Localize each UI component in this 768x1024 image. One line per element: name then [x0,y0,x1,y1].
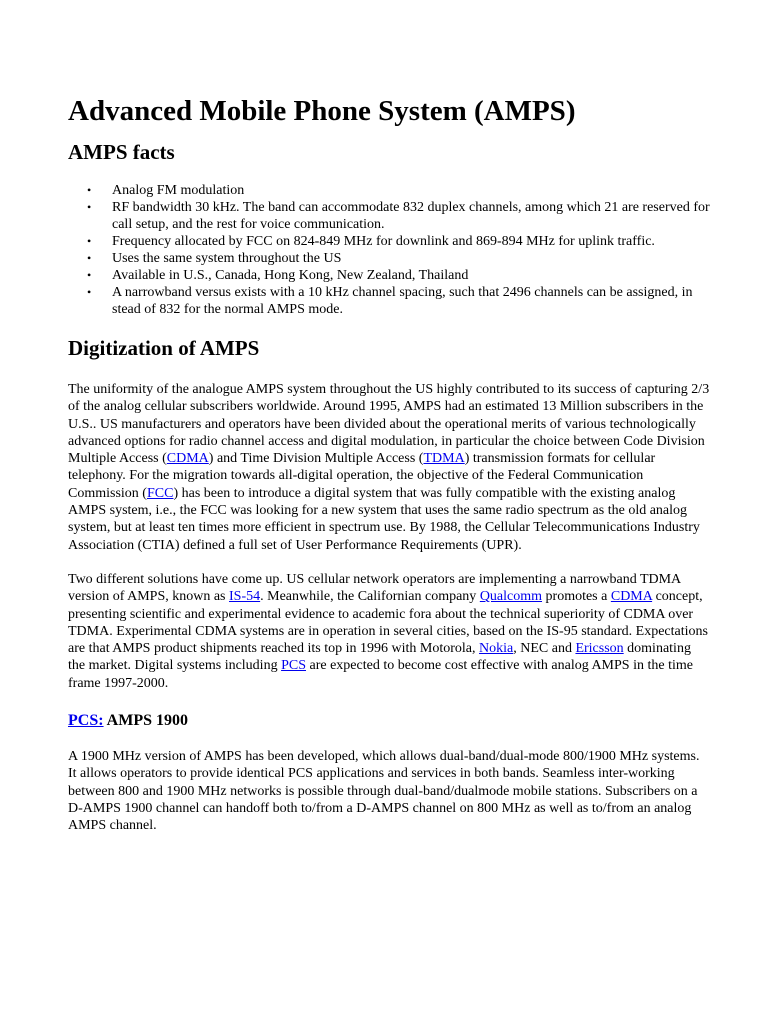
link-cdma[interactable]: CDMA [166,451,209,467]
paragraph-text: , NEC and [513,641,576,657]
link-ericsson[interactable]: Ericsson [575,641,624,657]
bullet-icon: • [87,285,92,299]
facts-heading: AMPS facts [68,140,175,164]
list-item [87,267,711,284]
paragraph-text: ) transmission formats for cellular telephony. For the migration towards all-digital operation, the objective of the Federal Communication Commission ( [68,451,656,501]
link-tdma[interactable]: TDMA [423,451,465,467]
paragraph-text: concept, presenting scientific and experimental evidence to academic fora about the technical superiority of CDMA over TDMA. Experimental CDMA systems are in operation in several cities, based on the IS-95 standard. Expectations are that AMPS product shipments reached its top in 1996 with Motorola, [68,589,708,657]
bullet-icon: • [87,234,92,248]
list-item-text: Uses the same system throughout the US [112,251,342,266]
paragraph-text: ) and Time Division Multiple Access ( [208,451,424,467]
paragraph-text: Two different solutions have come up. US cellular network operators are implementing a narrowband TDMA version of AMPS, known as [68,571,681,605]
list-item-text: Analog FM modulation [112,183,245,198]
list-item-text: A narrowband versus exists with a 10 kHz channel spacing, such that 2496 channels can be assigned, in stead of 832 for the normal AMPS mode. [112,285,693,317]
link-pcs[interactable]: PCS [281,658,306,674]
bullet-icon: • [87,200,92,214]
bullet-icon: • [87,183,92,197]
list-item [87,199,711,233]
facts-list [68,182,711,318]
pcs-heading [68,711,711,731]
paragraph-text: The uniformity of the analogue AMPS system throughout the US highly contributed to its success of capturing 2/3 of the analog cellular subscribers worldwide. Around 1995, AMPS had an estimated 13 Million subscribers in the U.S.. US manufacturers and operators have been divided about the operational merits of various technologically advanced options for radio channel access and digital modulation, in particular the choice between Code Division Multiple Access ( [68,382,710,467]
link-nokia[interactable]: Nokia [479,641,514,657]
link-fcc[interactable]: FCC [146,485,174,501]
link-qualcomm[interactable]: Qualcomm [479,589,543,605]
paragraph-amps-1900: A 1900 MHz version of AMPS has been developed, which allows dual-band/dual-mode 800/1900 MHz systems. It allows operators to provide identical PCS applications and services in both bands. Seamless inter-working between 800 and 1900 MHz networks is possible through dual-band/dualmode mobile stations. Subscribers on a D-AMPS 1900 channel can handoff both to/from a D-AMPS channel on 800 MHz as well as to/from an analog AMPS channel. [68,749,700,834]
list-item [87,182,711,199]
bullet-icon: • [87,268,92,282]
link-cdma-2[interactable]: CDMA [610,589,653,605]
list-item [87,233,711,250]
list-item [87,250,711,267]
digitization-heading: Digitization of AMPS [68,336,260,360]
list-item-text: Available in U.S., Canada, Hong Kong, New Zealand, Thailand [112,268,469,283]
list-item [87,284,711,318]
paragraph-digitization [68,381,711,554]
paragraph-text: ) has been to introduce a digital system that was fully compatible with the existing analog AMPS system, i.e., the FCC was looking for a new system that uses the same radio spectrum as the old analog system, but at least ten times more efficient in spectrum use. By 1988, the Cellular Telecommunications Industry Association (CTIA) defined a full set of User Performance Requirements (UPR). [68,485,700,553]
link-is54[interactable]: IS-54 [229,589,261,605]
list-item-text: Frequency allocated by FCC on 824-849 MHz for downlink and 869-894 MHz for uplink traffic. [112,234,655,249]
paragraph-solutions [68,571,711,692]
paragraph-text: . Meanwhile, the Californian company [260,589,480,605]
paragraph-text: dominating the market. Digital systems including [68,641,691,674]
page-title: Advanced Mobile Phone System (AMPS) [68,95,576,127]
pcs-heading-text: AMPS 1900 [103,712,189,730]
bullet-icon: • [87,251,92,265]
paragraph-text: promotes a [542,589,611,605]
link-pcs-heading[interactable]: PCS: [68,712,104,730]
list-item-text: RF bandwidth 30 kHz. The band can accommodate 832 duplex channels, among which 21 are reserved for call setup, and the rest for voice communication. [112,200,710,232]
paragraph-text: are expected to become cost effective with analog AMPS in the time frame 1997-2000. [68,658,693,691]
